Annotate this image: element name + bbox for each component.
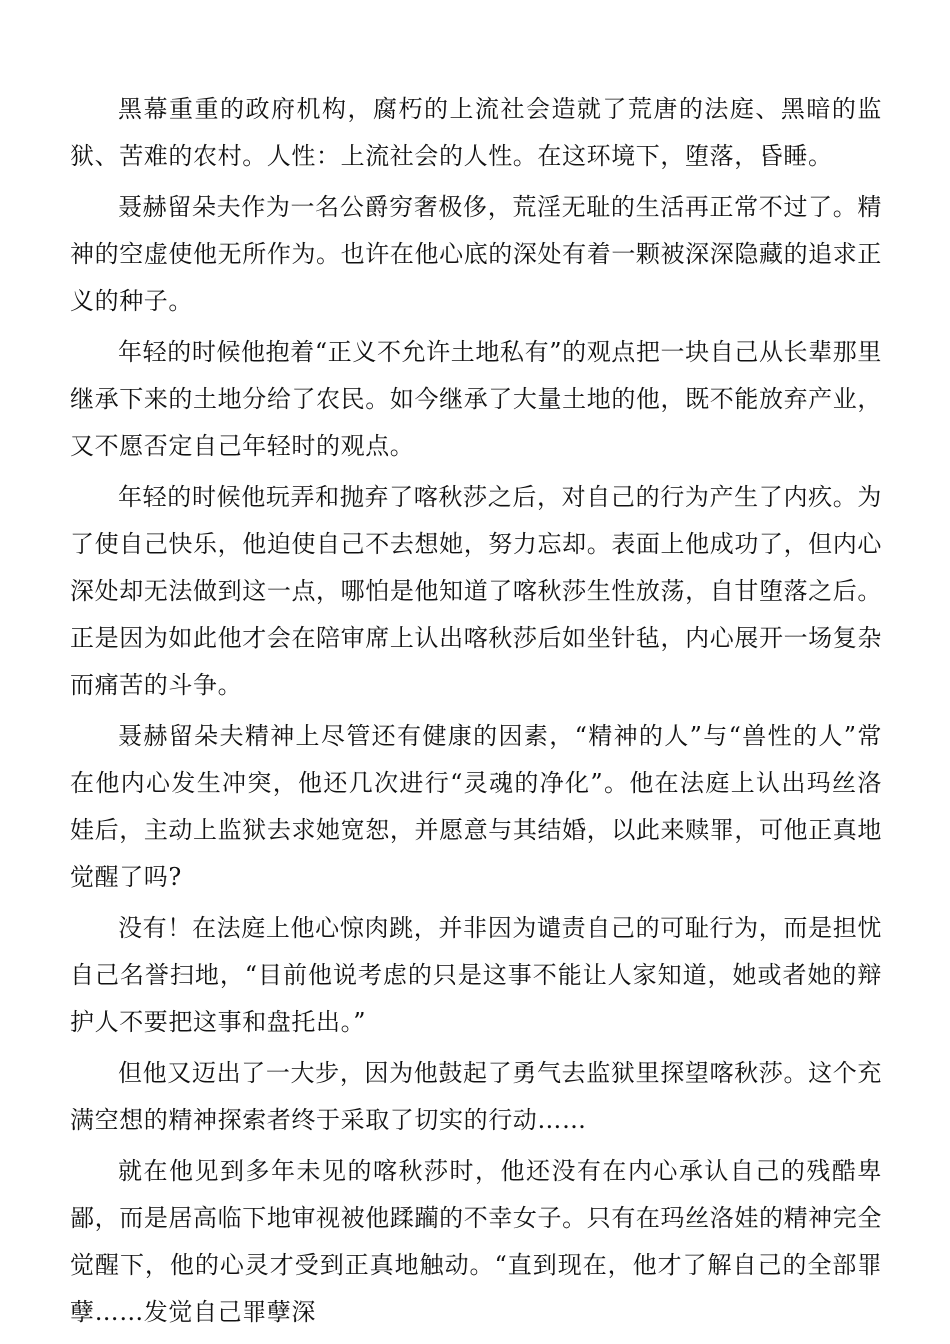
paragraph-6: 没有！在法庭上他心惊肉跳，并非因为谴责自己的可耻行为，而是担忧自己名誉扫地，“目前他说考虑的只是这事不能让人家知道，她或者她的辩护人不要把这事和盘托出。” (70, 914, 882, 1036)
paragraph-7: 但他又迈出了一大步，因为他鼓起了勇气去监狱里探望喀秋莎。这个充满空想的精神探索者终于采取了切实的行动…… (70, 1059, 882, 1134)
paragraph-3: 年轻的时候他抱着“正义不允许土地私有”的观点把一块自己从长辈那里继承下来的土地分给了农民。如今继承了大量土地的他，既不能放弃产业，又不愿否定自己年轻时的观点。 (70, 338, 882, 460)
paragraph-8: 就在他见到多年未见的喀秋莎时，他还没有在内心承认自己的残酷卑鄙，而是居高临下地审视被他蹂躏的不幸女子。只有在玛丝洛娃的精神完全觉醒下，他的心灵才受到正真地触动。“直到现在，他才了解自己的全部罪孽……发觉自己罪孽深 (70, 1157, 882, 1326)
paragraph-1: 黑幕重重的政府机构，腐朽的上流社会造就了荒唐的法庭、黑暗的监狱、苦难的农村。人性：上流社会的人性。在这环境下，堕落，昏睡。 (70, 95, 882, 170)
document-body (70, 86, 882, 1340)
paragraph-2: 聂赫留朵夫作为一名公爵穷奢极侈，荒淫无耻的生活再正常不过了。精神的空虚使他无所作为。也许在他心底的深处有着一颗被深深隐藏的追求正义的种子。 (70, 193, 882, 315)
paragraph-4: 年轻的时候他玩弄和抛弃了喀秋莎之后，对自己的行为产生了内疚。为了使自己快乐，他迫使自己不去想她，努力忘却。表面上他成功了，但内心深处却无法做到这一点，哪怕是他知道了喀秋莎生性放荡，自甘堕落之后。正是因为如此他才会在陪审席上认出喀秋莎后如坐针毡，内心展开一场复杂而痛苦的斗争。 (70, 483, 882, 699)
paragraph-5: 聂赫留朵夫精神上尽管还有健康的因素，“精神的人”与“兽性的人”常在他内心发生冲突，他还几次进行“灵魂的净化”。他在法庭上认出玛丝洛娃后，主动上监狱去求她宽恕，并愿意与其结婚，以此来赎罪，可他正真地觉醒了吗? (70, 722, 882, 891)
